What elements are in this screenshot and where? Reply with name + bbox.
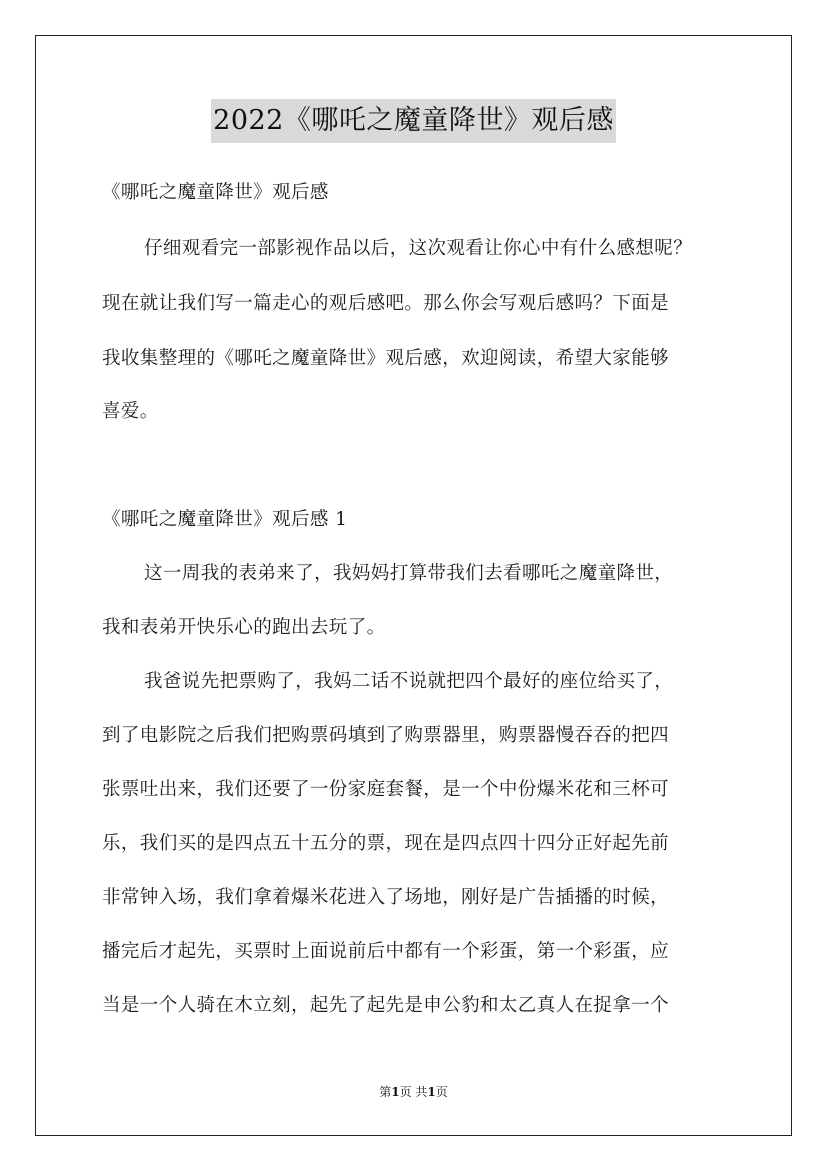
- intro-line: 仔细观看完一部影视作品以后，这次观看让你心中有什么感想呢？: [144, 238, 693, 259]
- title-container: [0, 99, 827, 143]
- intro-line: 现在就让我们写一篇走心的观后感吧。那么你会写观后感吗？下面是: [102, 293, 670, 314]
- section-heading: 《哪吒之魔童降世》观后感: [102, 182, 329, 203]
- document-title: 2022《哪吒之魔童降世》观后感: [211, 99, 616, 143]
- intro-line: 喜爱。: [102, 401, 159, 422]
- body-line: 我爸说先把票购了，我妈二话不说就把四个最好的座位给买了，: [144, 671, 674, 692]
- intro-line: 我收集整理的《哪吒之魔童降世》观后感，欢迎阅读，希望大家能够: [102, 348, 670, 369]
- body-line: 乐，我们买的是四点五十五分的票，现在是四点四十四分正好起先前: [102, 833, 670, 854]
- body-line: 非常钟入场，我们拿着爆米花进入了场地，刚好是广告插播的时候，: [102, 887, 670, 908]
- body-line: 我和表弟开快乐心的跑出去玩了。: [102, 617, 386, 638]
- body-line: 当是一个人骑在木立刻，起先了起先是申公豹和太乙真人在捉拿一个: [102, 995, 670, 1016]
- body-line: 到了电影院之后我们把购票码填到了购票器里，购票器慢吞吞的把四: [102, 725, 670, 746]
- section-heading: 《哪吒之魔童降世》观后感 1: [102, 509, 348, 530]
- body-line: 播完后才起先，买票时上面说前后中都有一个彩蛋，第一个彩蛋，应: [102, 941, 670, 962]
- page-total: 1: [427, 1085, 436, 1099]
- body-line: 这一周我的表弟来了，我妈妈打算带我们去看哪吒之魔童降世，: [144, 563, 674, 584]
- page-suffix: 页: [435, 1085, 448, 1099]
- page-current: 1: [391, 1085, 400, 1099]
- page-prefix: 第: [379, 1085, 392, 1099]
- page-mid: 页 共: [399, 1085, 428, 1099]
- page-number: [0, 1084, 827, 1100]
- body-line: 张票吐出来，我们还要了一份家庭套餐，是一个中份爆米花和三杯可: [102, 779, 670, 800]
